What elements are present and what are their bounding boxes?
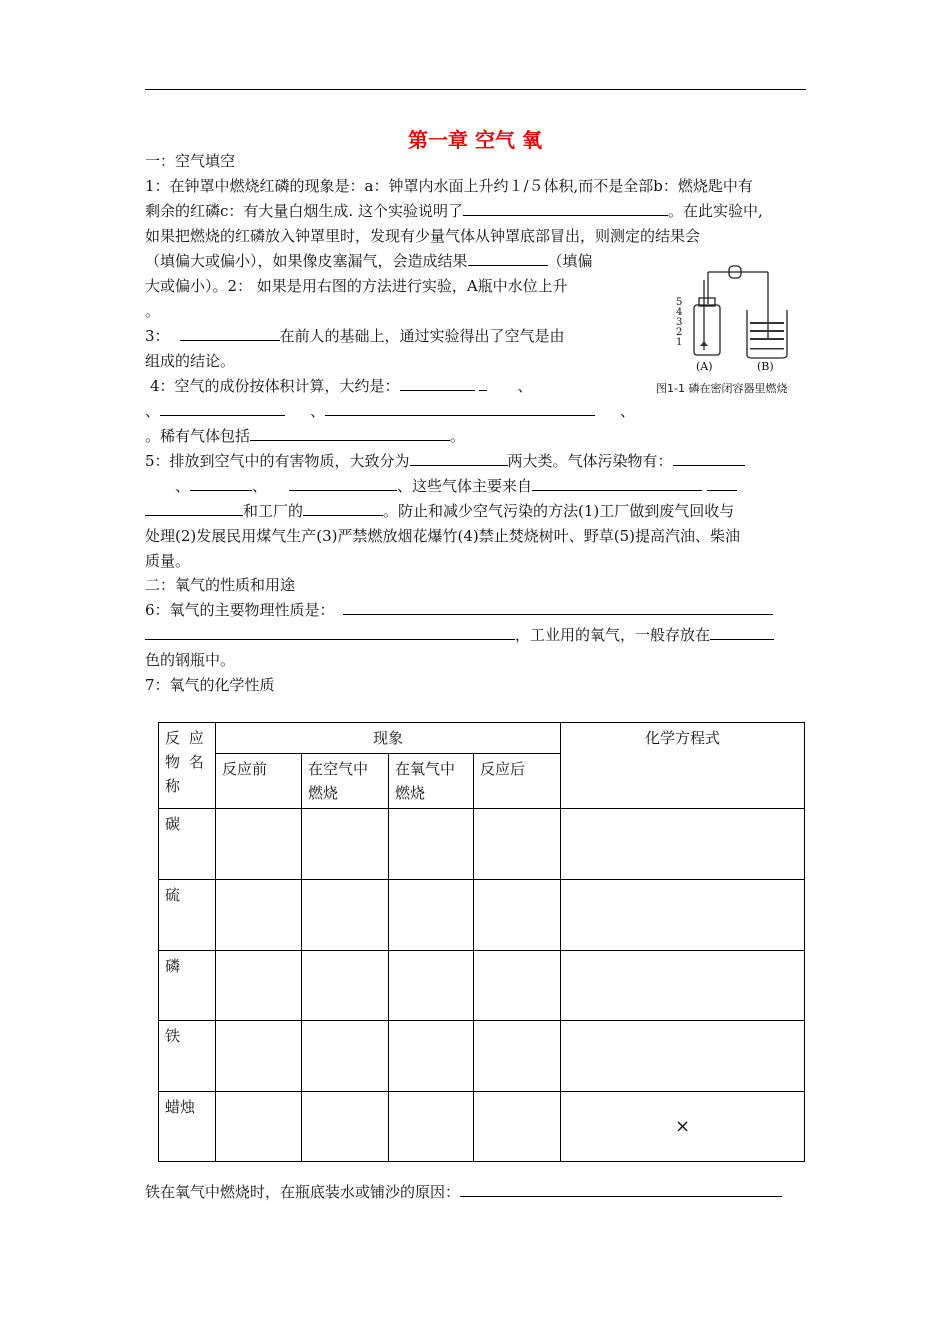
cell[interactable]: [474, 809, 561, 880]
blank[interactable]: [160, 400, 285, 416]
q1-line: 如果把燃烧的红磷放入钟罩里时，发现有少量气体从钟罩底部冒出，则测定的结果会: [145, 227, 701, 245]
text: ，工业用的氧气，一般存放在: [515, 626, 711, 644]
cell[interactable]: [302, 1092, 389, 1162]
blank[interactable]: [289, 475, 397, 491]
q3-line: 组成的结论。: [145, 352, 236, 370]
cell[interactable]: [302, 951, 389, 1021]
figure-scale: [676, 298, 686, 348]
text: 、: [145, 402, 161, 420]
blank[interactable]: [145, 624, 515, 640]
cell[interactable]: [389, 951, 474, 1021]
subheader: 在氧气中燃烧: [389, 754, 474, 809]
blank[interactable]: [532, 475, 702, 491]
table-row: [159, 951, 805, 1021]
label-a: (A): [696, 360, 713, 373]
text: 、: [175, 477, 191, 495]
blank[interactable]: [707, 475, 737, 491]
q6-line: 色的钢瓶中。: [145, 651, 236, 669]
cell[interactable]: [216, 1092, 302, 1162]
text: 4：空气的成份按体积计算，大约是：: [150, 377, 400, 395]
q1-line: 1：在钟罩中燃烧红磷的现象是：a：钟罩内水面上升约１/５体积,而不是全部b：燃烧匙中有: [145, 177, 753, 195]
blank[interactable]: [325, 400, 595, 416]
cell[interactable]: [474, 951, 561, 1021]
q1-line: 。: [145, 302, 161, 320]
text: 。稀有气体包括: [145, 427, 251, 445]
blank[interactable]: [343, 599, 773, 615]
blank[interactable]: [463, 200, 668, 216]
subheader: 反应后: [474, 754, 561, 809]
q5-line: [175, 475, 737, 497]
q1-line: 大或偏小）。2： 如果是用右图的方法进行实验，A瓶中水位上升: [145, 277, 568, 295]
figure-caption: 图1-1 磷在密闭容器里燃烧: [656, 382, 788, 395]
cell[interactable]: [561, 809, 805, 880]
q5-line: [145, 500, 734, 522]
blank[interactable]: [190, 475, 252, 491]
blank[interactable]: [460, 1181, 782, 1197]
header-substance: 反 应 物 名 称: [159, 723, 216, 809]
cell[interactable]: [216, 809, 302, 880]
cell[interactable]: [389, 809, 474, 880]
substance-cell: 碳: [159, 809, 216, 880]
blank[interactable]: [673, 450, 745, 466]
blank[interactable]: [479, 375, 487, 391]
q4-line: [145, 400, 635, 422]
q5-line: [145, 450, 745, 472]
table-row: [159, 1021, 805, 1092]
label-b: (B): [757, 360, 774, 373]
scale-label: 2: [676, 327, 683, 338]
cell[interactable]: [302, 880, 389, 951]
table-row: [159, 880, 805, 951]
substance-cell: 硫: [159, 880, 216, 951]
cell[interactable]: [474, 1021, 561, 1092]
cross-mark: ×: [561, 1092, 805, 1162]
text: 剩余的红磷c：有大量白烟生成. 这个实验说明了: [145, 202, 463, 220]
blank[interactable]: [410, 450, 508, 466]
header-rule: [145, 89, 806, 90]
cell[interactable]: [216, 1021, 302, 1092]
subheader: 在空气中燃烧: [302, 754, 389, 809]
q1-line: [145, 250, 593, 272]
blank[interactable]: [400, 375, 475, 391]
cell[interactable]: [561, 951, 805, 1021]
cell[interactable]: [302, 809, 389, 880]
page-title: 第一章 空气 氧: [408, 128, 542, 152]
text: （填偏: [547, 252, 593, 270]
text: 、: [620, 402, 636, 420]
cell[interactable]: [389, 880, 474, 951]
q7-heading: 7：氧气的化学性质: [145, 676, 275, 694]
q6-line: [145, 599, 773, 621]
q1-line: [145, 200, 763, 222]
text: 3：: [145, 327, 170, 345]
reaction-table: [158, 722, 805, 1162]
cell[interactable]: [389, 1092, 474, 1162]
text: 、: [517, 377, 533, 395]
text: 5：排放到空气中的有害物质，大致分为: [145, 452, 410, 470]
scale-label: 1: [676, 337, 683, 348]
header-equation: 化学方程式: [561, 723, 805, 809]
cell[interactable]: [561, 880, 805, 951]
blank[interactable]: [303, 500, 383, 516]
text: 。在此实验中,: [667, 202, 763, 220]
cell[interactable]: [474, 1092, 561, 1162]
cell[interactable]: [216, 880, 302, 951]
q6-line: [145, 624, 774, 646]
q4-line: [150, 375, 532, 397]
blank[interactable]: [180, 325, 280, 341]
cell[interactable]: [389, 1021, 474, 1092]
substance-cell: 蜡烛: [159, 1092, 216, 1162]
scale-label: 5: [676, 297, 683, 308]
text: 、: [310, 402, 326, 420]
cell[interactable]: [474, 880, 561, 951]
scale-label: 4: [676, 307, 683, 318]
text: 在前人的基础上，通过实验得出了空气是由: [279, 327, 565, 345]
cell[interactable]: [302, 1021, 389, 1092]
substance-cell: 磷: [159, 951, 216, 1021]
text: 铁在氧气中燃烧时，在瓶底装水或铺沙的原因：: [145, 1183, 461, 1201]
section-heading: 一：空气填空: [145, 152, 236, 170]
scale-label: 3: [676, 317, 683, 328]
blank[interactable]: [250, 425, 450, 441]
cell[interactable]: [216, 951, 302, 1021]
text: 两大类。气体污染物有：: [507, 452, 673, 470]
table-row: [159, 809, 805, 880]
blank[interactable]: [710, 624, 774, 640]
text: 。防止和减少空气污染的方法(1)工厂做到废气回收与: [383, 502, 735, 520]
subheader: 反应前: [216, 754, 302, 809]
section-heading: 二：氧气的性质和用途: [145, 576, 296, 594]
blank[interactable]: [145, 500, 243, 516]
substance-cell: 铁: [159, 1021, 216, 1092]
header-phenomenon: 现象: [216, 723, 561, 754]
q4-line: [145, 425, 465, 447]
table-row: [159, 1092, 805, 1162]
text: （填偏大或偏小），如果像皮塞漏气，会造成结果: [145, 252, 468, 270]
experiment-figure: [652, 260, 807, 398]
blank[interactable]: [468, 250, 548, 266]
text: 和工厂的: [243, 502, 304, 520]
text: 。: [450, 427, 466, 445]
cell[interactable]: [561, 1021, 805, 1092]
q5-line: 处理(2)发展民用煤气生产(3)严禁燃放烟花爆竹(4)禁止焚烧树叶、野草(5)提高汽油、柴油: [145, 527, 740, 545]
final-question: [145, 1181, 782, 1203]
text: 、这些气体主要来自: [397, 477, 533, 495]
text: 、: [252, 477, 268, 495]
q5-line: 质量。: [145, 552, 191, 570]
q3-line: [145, 325, 565, 347]
text: 6：氧气的主要物理性质是：: [145, 601, 335, 619]
